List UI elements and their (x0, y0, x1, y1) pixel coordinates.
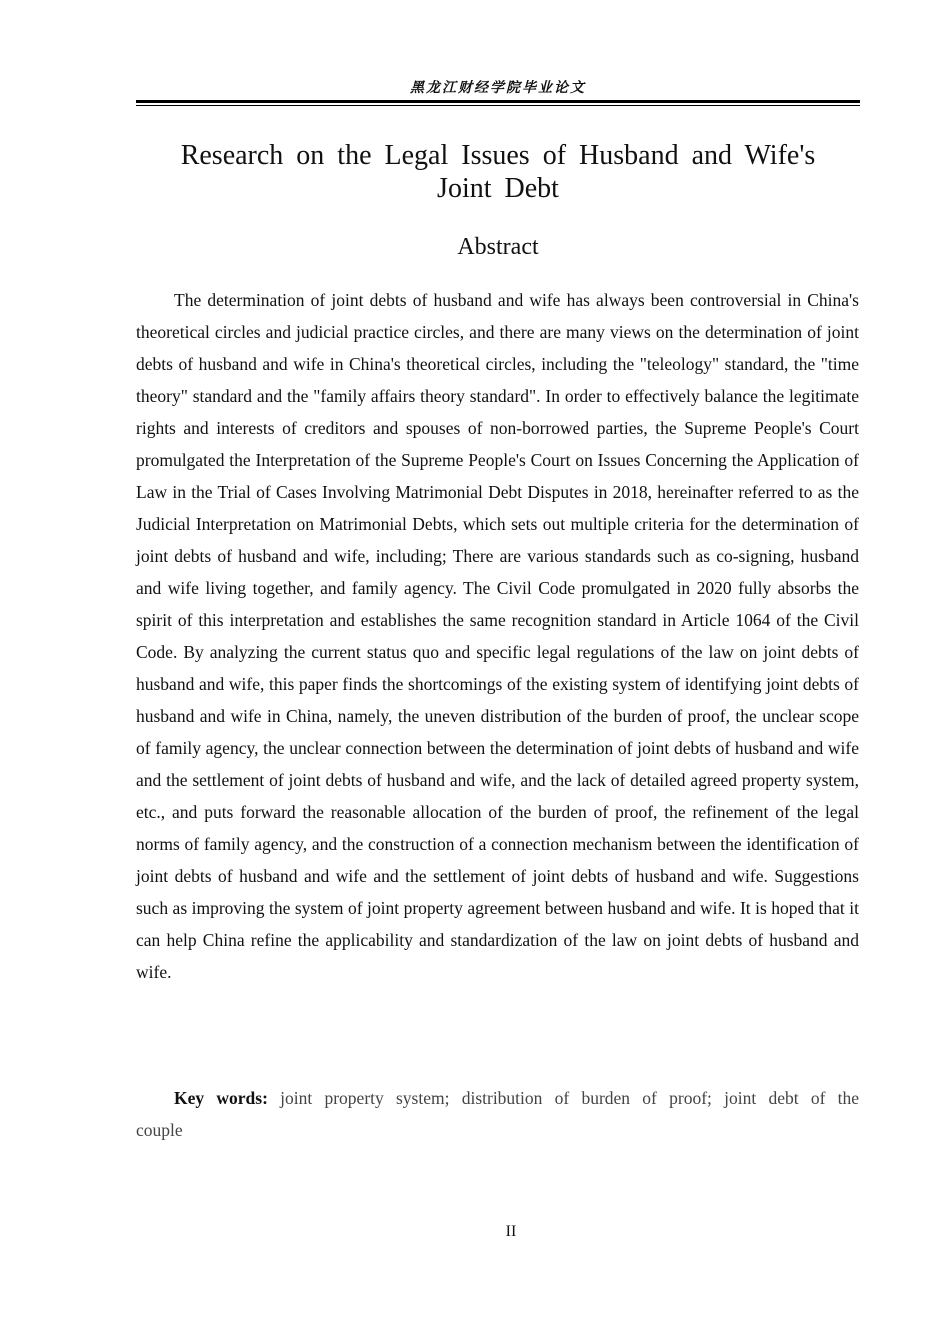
keywords-paragraph (136, 1082, 859, 1146)
running-header: 黑龙江财经学院毕业论文 (410, 80, 586, 96)
page-number: II (505, 1223, 517, 1240)
abstract-heading: Abstract (457, 234, 539, 260)
abstract-body: The determination of joint debts of husband and wife has always been controversial in China's theoretical circles and judicial practice circles, and there are many views on the determination of joint debts of husband and wife in China's theoretical circles, including the "teleology" standard, the "time theory" standard and the "family affairs theory standard". In order to effectively balance the legitimate rights and interests of creditors and spouses of non-borrowed parties, the Supreme People's Court promulgated the Interpretation of the Supreme People's Court on Issues Concerning the Application of Law in the Trial of Cases Involving Matrimonial Debt Disputes in 2018, hereinafter referred to as the Judicial Interpretation on Matrimonial Debts, which sets out multiple criteria for the determination of joint debts of husband and wife, including; There are various standards such as co-signing, husband and wife living together, and family agency. The Civil Code promulgated in 2020 fully absorbs the spirit of this interpretation and establishes the same recognition standard in Article 1064 of the Civil Code. By analyzing the current status quo and specific legal regulations of the law on joint debts of husband and wife, this paper finds the shortcomings of the existing system of identifying joint debts of husband and wife in China, namely, the uneven distribution of the burden of proof, the unclear scope of family agency, the unclear connection between the determination of joint debts of husband and wife and the settlement of joint debts of husband and wife, and the lack of detailed agreed property system, etc., and puts forward the reasonable allocation of the burden of proof, the refinement of the legal norms of family agency, and the construction of a connection mechanism between the identification of joint debts of husband and wife and the settlement of joint debts of husband and wife. Suggestions such as improving the system of joint property agreement between husband and wife. It is hoped that it can help China refine the applicability and standardization of the law on joint debts of husband and wife. (136, 290, 859, 982)
keywords-label: Key words: (174, 1088, 268, 1108)
header-rule-thick (136, 100, 860, 103)
keywords-text: joint property system; distribution of burden of proof; joint debt of the couple (136, 1088, 860, 1140)
header-rule-thin (136, 105, 860, 106)
paper-title: Research on the Legal Issues of Husband and Wife's Joint Debt (180, 140, 816, 204)
